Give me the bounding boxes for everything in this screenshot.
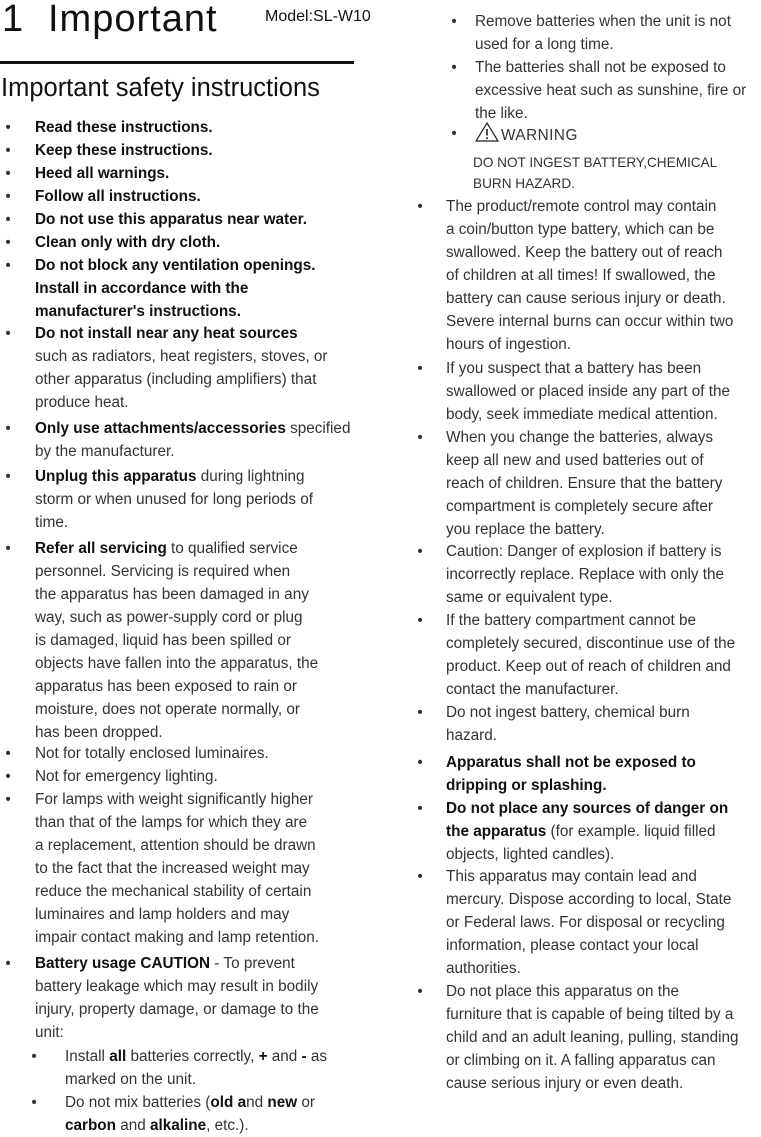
warning-triangle-icon: [475, 122, 499, 142]
chapter-title: Important: [48, 0, 218, 40]
warning-label: WARNING: [501, 127, 578, 144]
chapter-heading: [2, 0, 218, 41]
chapter-number: 1: [2, 0, 25, 40]
warning-text: DO NOT INGEST BATTERY,CHEMICAL BURN HAZARD.: [473, 155, 718, 191]
manual-page: 1 Important Model:SL-W10 Important safety instructions • Read these instructions. • Keep these instructions. • Heed all warnings. • Follow all instructions. • Do not use this apparatus near water. • Clean only with dry cloth. • Do not block any ventilation openings. Install in accordance with the manufacturer's instructions. • Do not install near any heat sources such as radiators, heat registers, stoves, or other apparatus (including amplifiers) that produce heat. • Only use attachments/accessories specified by the manufacturer. • Unplug this apparatus during lightning storm or when unused for long periods of time. • Refer all servicing to qualified service personnel. Servicing is required when the apparatus has been damaged in any way, such as power-supply cord or plug is damaged, liquid has been spilled or objects have fallen into the apparatus, the apparatus has been exposed to rain or moisture, does not operate normally, or has been dropped. • Not for totally enclosed luminaires. • Not for emergency lighting. • For lamps with weight significantly higher than that of the lamps for which they are a replacement, attention should be drawn to the fact that the increased weight may reduce the mechanical stability of certain luminaires and lamp holders and may impair contact making and lamp retention. • Battery usage CAUTION - To prevent battery leakage which may result in bodily injury, property damage, or damage to the unit: • Install all batteries correctly, + and - as marked on the unit. • Do not mix batteries (old and new or carbon and alkaline, etc.). • Remove batteries when the unit is not used for a long time. • The batteries shall not be exposed to excessive heat such as sunshine, fire or the like. • WARNING DO NOT INGEST BATTERY,CHEMICAL BURN HAZARD. • The product/remote control may contain a coin/button type battery, which can be swallowed. Keep the battery out of reach of children at all times! If swallowed, the battery can cause serious injury or death. Severe internal burns can occur within two hours of ingestion. • If you suspect that a battery has been swallowed or placed inside any part of the body, seek immediate medical attention. • When you change the batteries, always keep all new and used batteries out of reach of children. Ensure that the battery compartment is completely secure after you replace the battery. • Caution: Danger of explosion if battery is incorrectly replace. Replace with only the same or equivalent type. • If the battery compartment cannot be completely secured, discontinue use of the product. Keep out of reach of children and contact the manufacturer. • Do not ingest battery, chemical burn hazard. • Apparatus shall not be exposed to dripping or splashing. • Do not place any sources of danger on the apparatus (for example. liquid filled objects, lighted candles). • This apparatus may contain lead and mercury. Dispose according to local, State or Federal laws. For disposal or recycling information, please contact your local authorities. • Do not place this apparatus on the furniture that is capable of being tilted by a child and an adult leaning, pulling, standing or climbing on it. A falling apparatus can cause serious injury or even death.: [0, 0, 761, 1135]
model-label: Model:SL-W10: [265, 8, 371, 25]
section-title: Important safety instructions: [1, 74, 320, 102]
heading-rule: [0, 61, 354, 64]
